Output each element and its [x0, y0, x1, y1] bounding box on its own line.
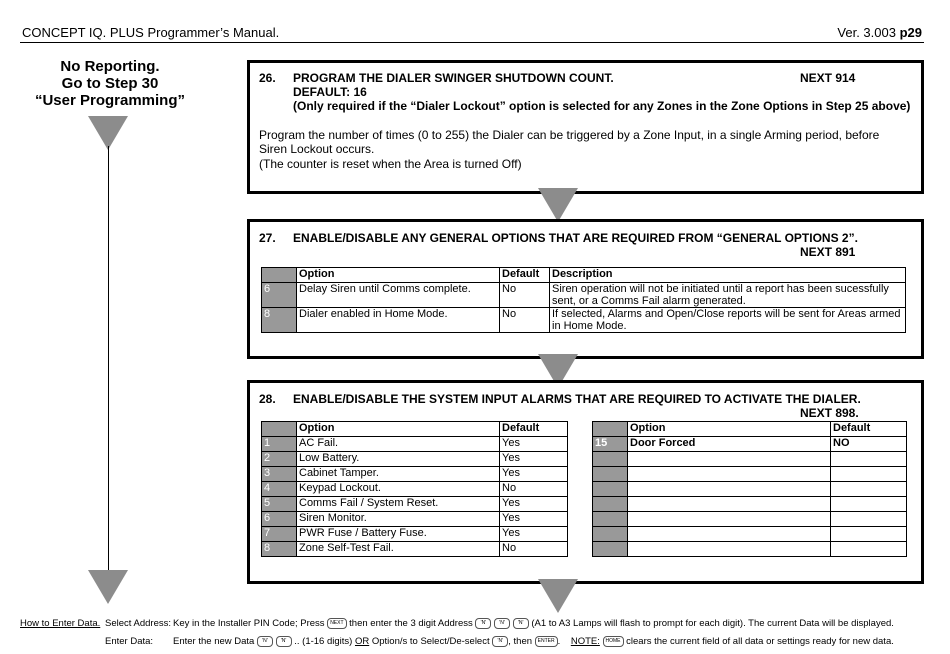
- table-row[interactable]: [262, 482, 568, 497]
- option-number: 6: [262, 512, 297, 527]
- step-26-box: [247, 60, 924, 194]
- enter-data-instructions: Enter the new Data 'N' 'N' .. (1-16 digits) OR Option/s to Select/De-select 'N' , then ENTER . NOTE: HOME clears the current field of all data or settings ready for new data.: [173, 636, 894, 648]
- step-28-box: [247, 380, 924, 584]
- digit-key-icon: 'N': [276, 636, 292, 647]
- step-26-title: PROGRAM THE DIALER SWINGER SHUTDOWN COUNT.: [293, 71, 614, 85]
- option-name: Dialer enabled in Home Mode.: [297, 308, 500, 333]
- option-default: NO: [831, 437, 907, 452]
- digit-key-icon: 'N': [492, 636, 508, 647]
- empty-row: [593, 512, 907, 527]
- header-option: Option: [297, 422, 500, 437]
- option-name: Siren Monitor.: [297, 512, 500, 527]
- option-default: No: [500, 283, 550, 308]
- table-row[interactable]: [262, 308, 906, 333]
- side-note-line-2: Go to Step 30: [61, 75, 159, 92]
- flow-arrow-down-icon: [88, 570, 128, 604]
- header-divider: [20, 42, 924, 43]
- empty-row: [593, 527, 907, 542]
- side-note-line-3: “User Programming”: [34, 92, 186, 109]
- option-name: Comms Fail / System Reset.: [297, 497, 500, 512]
- header-num-cell: [262, 422, 297, 437]
- home-key-icon: HOME: [603, 636, 624, 647]
- option-name: PWR Fuse / Battery Fuse.: [297, 527, 500, 542]
- option-default: No: [500, 308, 550, 333]
- option-description: If selected, Alarms and Open/Close reports will be sent for Areas armed in Home Mode.: [550, 308, 906, 333]
- option-description: Siren operation will not be initiated until a report has been sucessfully sent, or a Comms Fail alarm generated.: [550, 283, 906, 308]
- manual-title: CONCEPT IQ. PLUS Programmer’s Manual.: [22, 25, 280, 40]
- digit-key-icon: 'N': [257, 636, 273, 647]
- table-row[interactable]: [262, 467, 568, 482]
- option-number: 8: [262, 542, 297, 557]
- table-row[interactable]: [262, 512, 568, 527]
- option-default: Yes: [500, 527, 568, 542]
- side-note: [30, 58, 190, 109]
- header-num-cell: [262, 268, 297, 283]
- table-row[interactable]: [262, 497, 568, 512]
- table-header-row: [593, 422, 907, 437]
- option-number: 15: [593, 437, 628, 452]
- option-default: Yes: [500, 437, 568, 452]
- table-row[interactable]: [262, 437, 568, 452]
- option-number: 7: [262, 527, 297, 542]
- header-default: Default: [831, 422, 907, 437]
- option-number: 2: [262, 452, 297, 467]
- select-address-label: Select Address:: [105, 618, 172, 629]
- step-27-options-table: [261, 267, 906, 333]
- flow-arrow-down-icon: [538, 579, 578, 613]
- option-name: Door Forced: [628, 437, 831, 452]
- table-row[interactable]: [262, 283, 906, 308]
- table-row[interactable]: [262, 542, 568, 557]
- empty-row: [593, 467, 907, 482]
- option-name: AC Fail.: [297, 437, 500, 452]
- option-default: Yes: [500, 452, 568, 467]
- enter-data-label: Enter Data:: [105, 636, 154, 647]
- step-26-note: (Only required if the “Dialer Lockout” option is selected for any Zones in the Zone Options in Step 25 above): [293, 99, 911, 113]
- table-row[interactable]: [593, 437, 907, 452]
- empty-row: [593, 452, 907, 467]
- option-name: Keypad Lockout.: [297, 482, 500, 497]
- step-26-default: DEFAULT: 16: [293, 85, 367, 99]
- header-description: Description: [550, 268, 906, 283]
- flow-line: [108, 146, 109, 572]
- empty-row: [593, 497, 907, 512]
- enter-key-icon: ENTER: [535, 636, 558, 647]
- table-header-row: [262, 268, 906, 283]
- digit-key-icon: 'N': [513, 618, 529, 629]
- digit-key-icon: 'N': [494, 618, 510, 629]
- header-num-cell: [593, 422, 628, 437]
- option-name: Low Battery.: [297, 452, 500, 467]
- option-number: 8: [262, 308, 297, 333]
- how-to-enter-data: How to Enter Data.: [20, 618, 101, 629]
- step-27-title: ENABLE/DISABLE ANY GENERAL OPTIONS THAT ARE REQUIRED FROM “GENERAL OPTIONS 2”.: [293, 231, 858, 245]
- table-header-row: [262, 422, 568, 437]
- option-default: No: [500, 482, 568, 497]
- step-28-right-table: [592, 421, 907, 557]
- step-26-number: 26.: [259, 71, 276, 85]
- header-option: Option: [297, 268, 500, 283]
- note-label: NOTE:: [570, 636, 600, 648]
- option-name: Cabinet Tamper.: [297, 467, 500, 482]
- option-number: 5: [262, 497, 297, 512]
- step-27-box: [247, 219, 924, 359]
- option-number: 6: [262, 283, 297, 308]
- step-27-next: NEXT 891: [800, 245, 856, 259]
- select-address-instructions: Key in the Installer PIN Code; Press NEXT then enter the 3 digit Address 'N' 'N' 'N' (A1 to A3 Lamps will flash to prompt for each digit). The current Data will be displayed.: [173, 618, 894, 630]
- option-number: 1: [262, 437, 297, 452]
- step-26-next: NEXT 914: [800, 71, 856, 85]
- step-28-next: NEXT 898.: [800, 406, 859, 420]
- step-28-number: 28.: [259, 392, 276, 406]
- header-default: Default: [500, 422, 568, 437]
- version-page: [837, 25, 922, 40]
- option-name: Zone Self-Test Fail.: [297, 542, 500, 557]
- empty-row: [593, 482, 907, 497]
- option-default: No: [500, 542, 568, 557]
- step-28-title: ENABLE/DISABLE THE SYSTEM INPUT ALARMS THAT ARE REQUIRED TO ACTIVATE THE DIALER.: [293, 392, 861, 406]
- table-row[interactable]: [262, 452, 568, 467]
- step-28-left-table: [261, 421, 568, 557]
- flow-arrow-down-icon: [538, 188, 578, 222]
- page-number: p29: [899, 25, 922, 40]
- option-default: Yes: [500, 467, 568, 482]
- side-note-line-1: No Reporting.: [60, 58, 160, 75]
- empty-row: [593, 542, 907, 557]
- flow-arrow-down-icon: [88, 116, 128, 150]
- step-26-counter-note: (The counter is reset when the Area is turned Off): [259, 157, 522, 171]
- header-option: Option: [628, 422, 831, 437]
- option-name: Delay Siren until Comms complete.: [297, 283, 500, 308]
- option-default: Yes: [500, 512, 568, 527]
- header-default: Default: [500, 268, 550, 283]
- step-27-number: 27.: [259, 231, 276, 245]
- step-26-description: Program the number of times (0 to 255) the Dialer can be triggered by a Zone Input, in a single Arming period, before Siren Lockout occurs.: [259, 128, 880, 156]
- version: Ver. 3.003: [837, 25, 896, 40]
- option-number: 4: [262, 482, 297, 497]
- option-number: 3: [262, 467, 297, 482]
- next-key-icon: NEXT: [327, 618, 346, 629]
- table-row[interactable]: [262, 527, 568, 542]
- digit-key-icon: 'N': [475, 618, 491, 629]
- option-default: Yes: [500, 497, 568, 512]
